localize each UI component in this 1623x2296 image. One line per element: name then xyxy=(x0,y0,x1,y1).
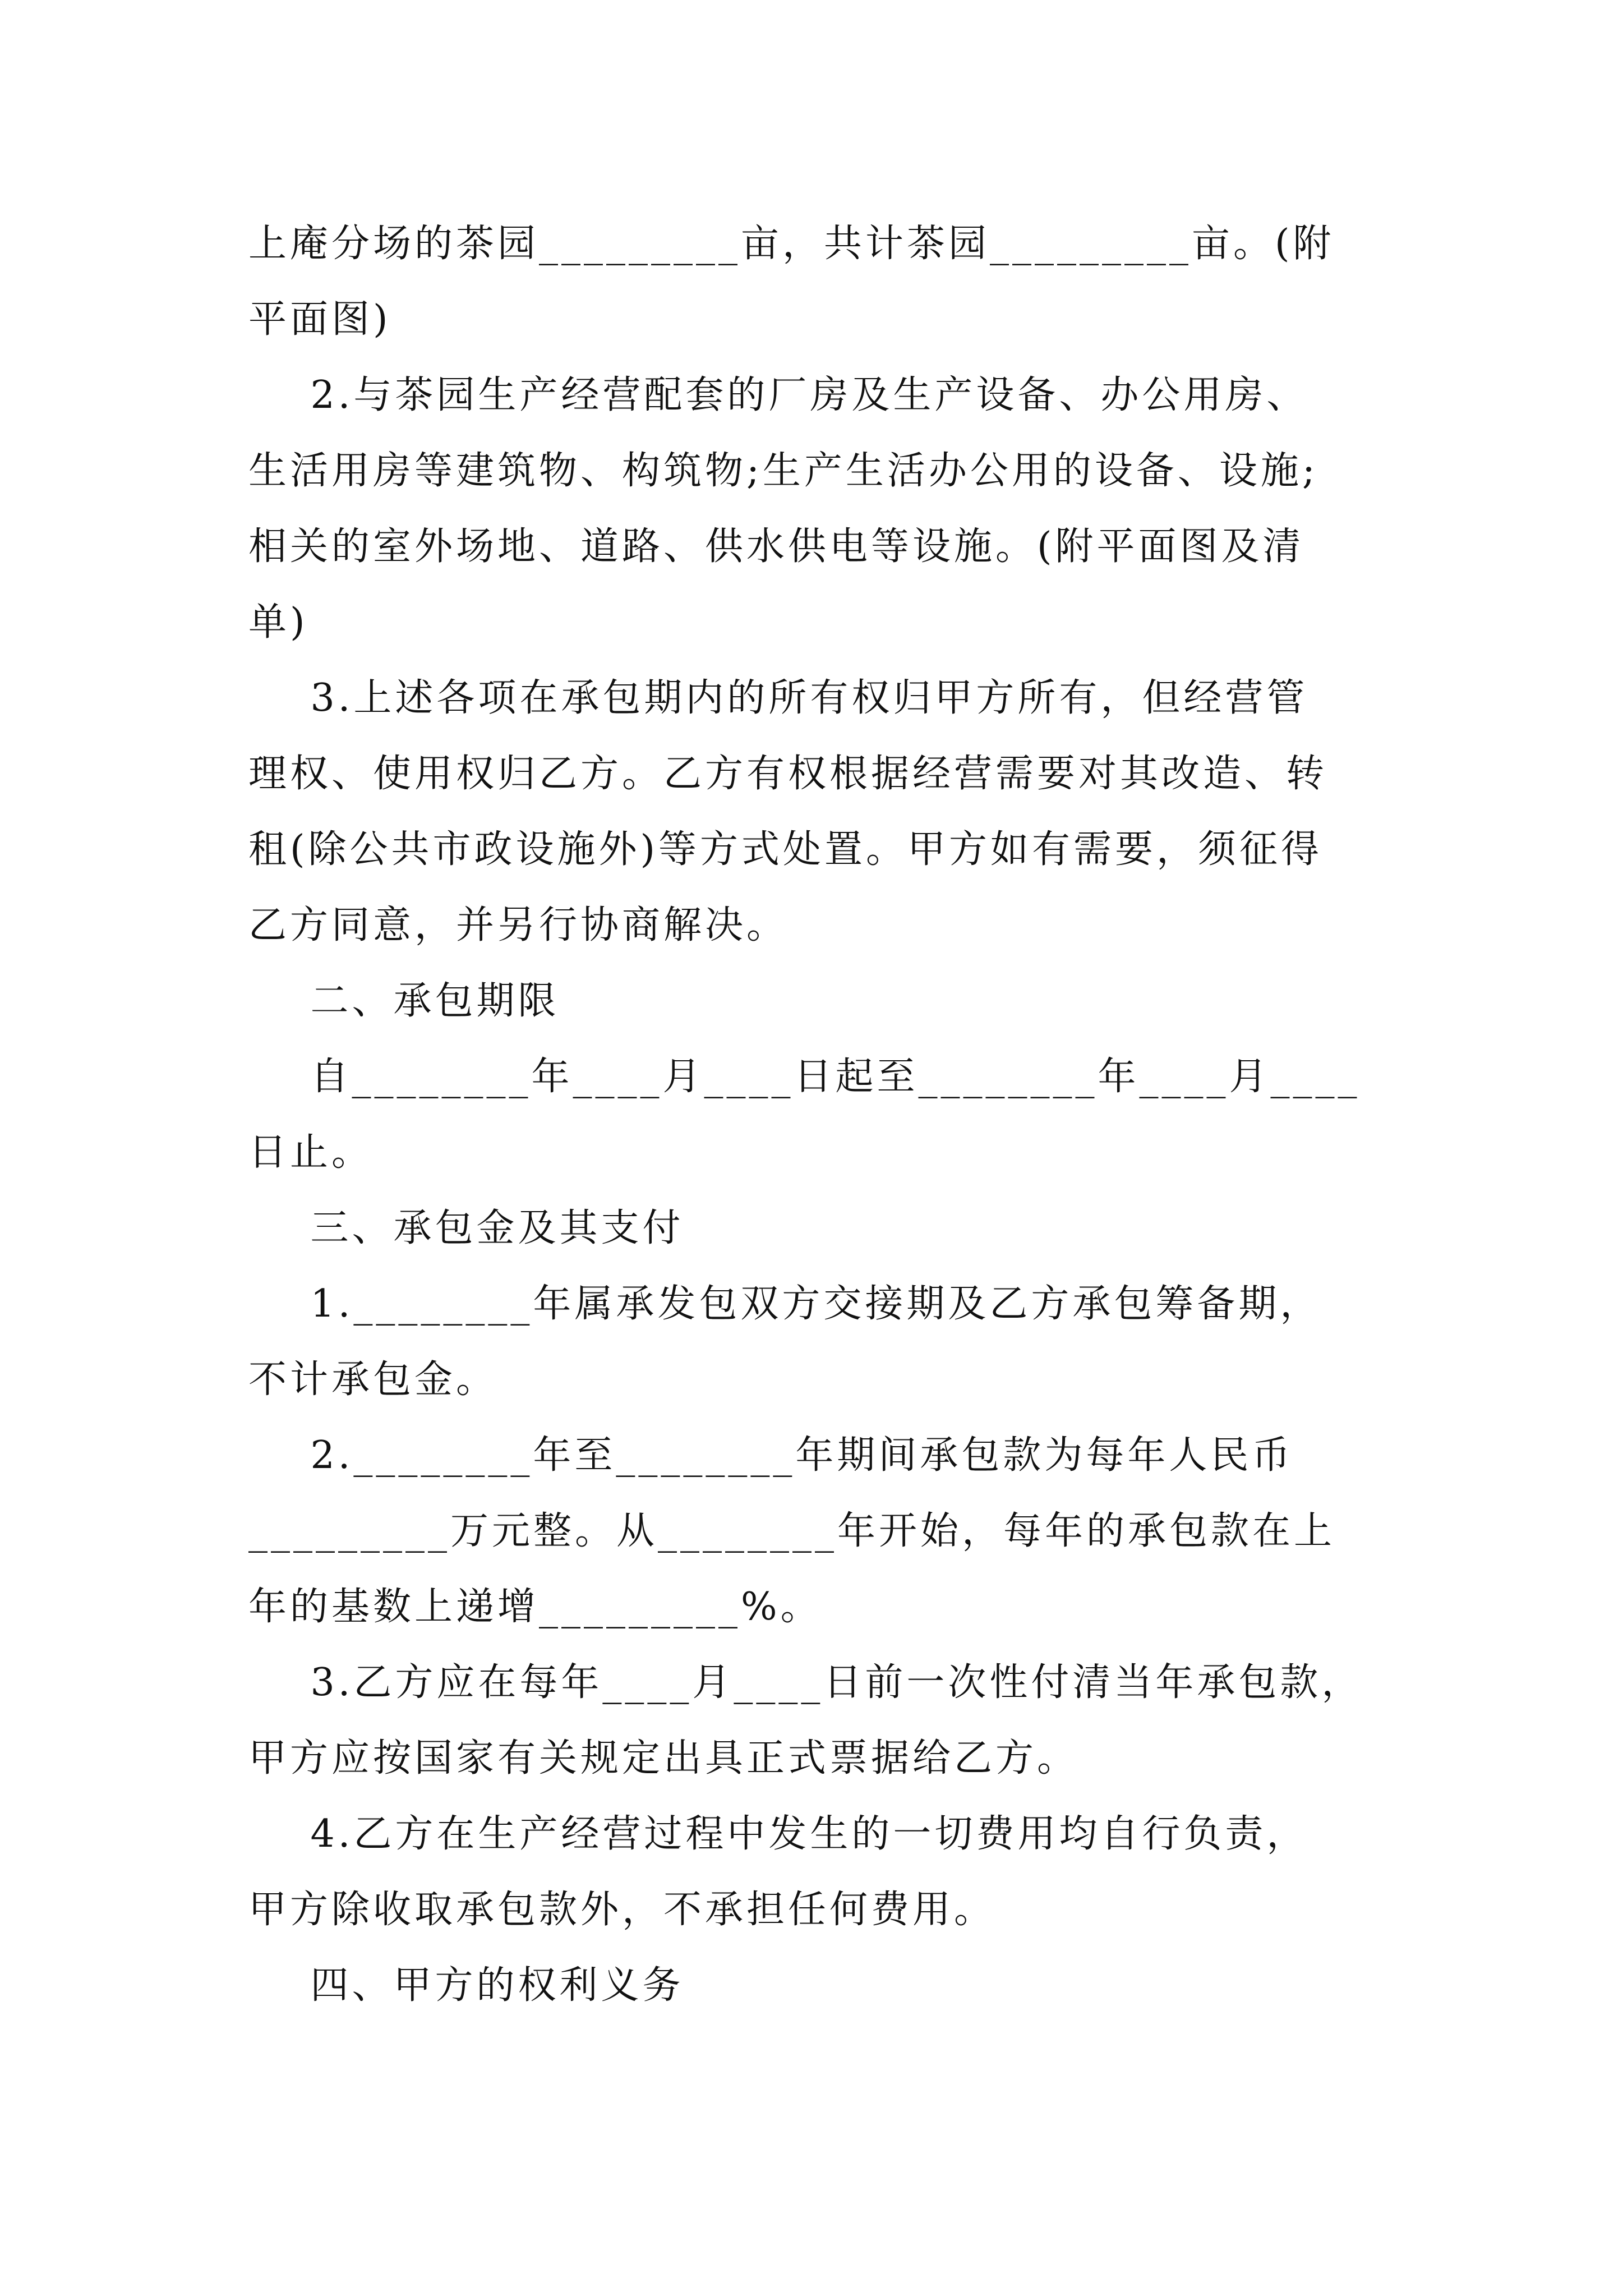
text-line: 3.乙方应在每年____月____日前一次性付清当年承包款， xyxy=(248,1660,1363,1705)
text-line: 3.上述各项在承包期内的所有权归甲方所有，但经营管 xyxy=(248,676,1308,720)
text-line: _________万元整。从________年开始，每年的承包款在上 xyxy=(248,1509,1336,1553)
section-heading: 四、甲方的权利义务 xyxy=(248,1963,684,2008)
text-line: 单) xyxy=(248,600,308,645)
text-line: 2.________年至________年期间承包款为每年人民币 xyxy=(248,1433,1294,1478)
text-line: 2.与茶园生产经营配套的厂房及生产设备、办公用房、 xyxy=(248,373,1308,417)
text-line: 甲方除收取承包款外，不承担任何费用。 xyxy=(248,1888,996,1932)
text-line: 年的基数上递增_________%。 xyxy=(248,1585,822,1629)
text-line: 甲方应按国家有关规定出具正式票据给乙方。 xyxy=(248,1736,1079,1780)
text-line: 不计承包金。 xyxy=(248,1358,498,1402)
text-line: 4.乙方在生产经营过程中发生的一切费用均自行负责， xyxy=(248,1812,1308,1856)
text-line: 理权、使用权归乙方。乙方有权根据经营需要对其改造、转 xyxy=(248,752,1328,796)
text-line: 生活用房等建筑物、构筑物;生产生活办公用的设备、设施; xyxy=(248,449,1318,493)
text-line: 相关的室外场地、道路、供水供电等设施。(附平面图及清 xyxy=(248,524,1304,569)
text-line: 租(除公共市政设施外)等方式处置。甲方如有需要，须征得 xyxy=(248,827,1323,872)
text-line: 平面图) xyxy=(248,297,391,342)
section-heading: 二、承包期限 xyxy=(248,979,560,1023)
text-line: 1.________年属承发包双方交接期及乙方承包筹备期， xyxy=(248,1282,1322,1326)
text-line: 乙方同意，并另行协商解决。 xyxy=(248,903,789,947)
text-line: 自________年____月____日起至________年____月____ xyxy=(248,1055,1361,1099)
text-line: 日止。 xyxy=(248,1130,374,1175)
section-heading: 三、承包金及其支付 xyxy=(248,1206,684,1250)
text-line: 上庵分场的茶园_________亩，共计茶园_________亩。(附 xyxy=(248,222,1335,266)
